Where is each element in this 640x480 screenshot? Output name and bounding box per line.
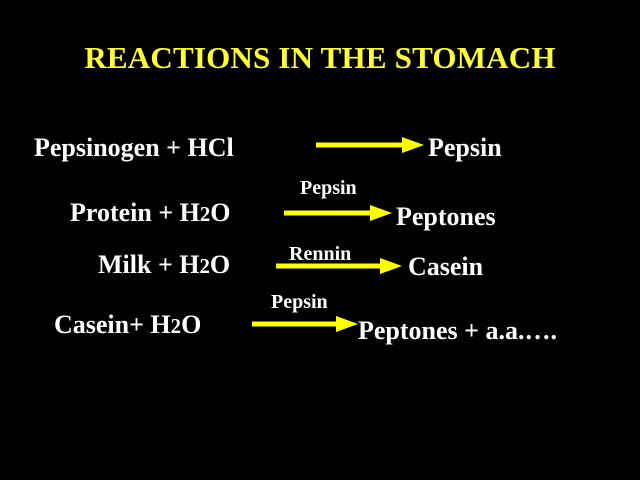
reaction-4-product: Peptones + a.a.….: [358, 316, 557, 345]
reaction-3-subscript: 2: [199, 255, 210, 278]
reaction-3-reactants-text: Milk + H: [98, 250, 200, 279]
reaction-2-reactants-text: Protein + H: [70, 198, 200, 227]
reaction-2-reactants: [70, 200, 231, 226]
reaction-4-reactants-tail: O: [181, 310, 202, 339]
reaction-4-enzyme: Pepsin: [271, 291, 328, 313]
reaction-2-product: Peptones: [396, 202, 496, 231]
reaction-4-reactants: [54, 312, 201, 338]
reaction-2-subscript: 2: [199, 203, 211, 226]
reaction-2-reactants-tail: O: [210, 198, 231, 227]
reaction-1-reactants-text: Pepsinogen + HCl: [34, 133, 234, 162]
reaction-3-arrow-icon: [274, 256, 404, 276]
reaction-3-reactants-tail: O: [209, 250, 231, 279]
reaction-2-arrow-icon: [282, 203, 394, 223]
reaction-4-arrow-icon: [250, 314, 360, 334]
reaction-3-reactants: [98, 252, 230, 278]
slide-title: REACTIONS IN THE STOMACH: [84, 40, 556, 75]
reaction-1-product: Pepsin: [428, 133, 502, 162]
reaction-1-arrow-icon: [314, 135, 426, 155]
reaction-2-enzyme: Pepsin: [300, 177, 357, 199]
reaction-1-reactants: [34, 135, 234, 161]
reaction-4-reactants-text: Casein+ H: [54, 310, 171, 339]
reaction-3-product: Casein: [408, 252, 484, 281]
reaction-3-enzyme: Rennin: [289, 243, 352, 265]
reaction-4-subscript: 2: [170, 315, 182, 338]
